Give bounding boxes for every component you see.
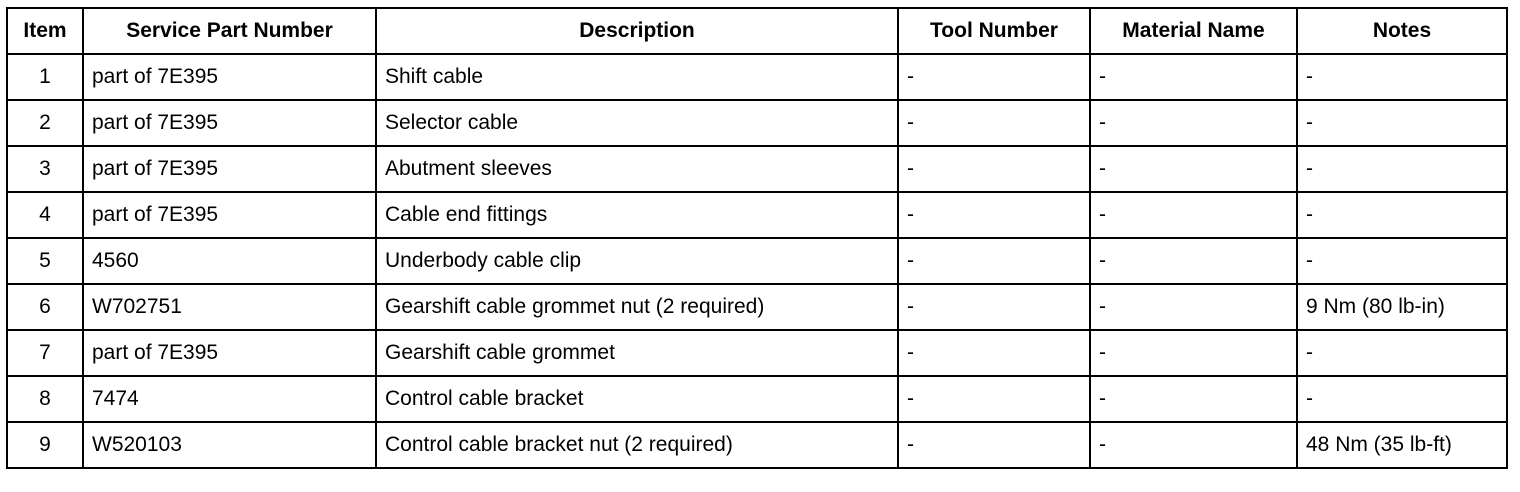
cell-item: 4 — [7, 192, 83, 238]
table-row — [7, 422, 1507, 468]
cell-description: Cable end fittings — [376, 192, 898, 238]
header-description: Description — [376, 8, 898, 54]
cell-tool-number: - — [898, 238, 1090, 284]
header-row — [7, 8, 1507, 54]
cell-part-number: part of 7E395 — [83, 146, 376, 192]
cell-item: 3 — [7, 146, 83, 192]
cell-item: 5 — [7, 238, 83, 284]
table-row — [7, 54, 1507, 100]
cell-item: 2 — [7, 100, 83, 146]
cell-tool-number: - — [898, 376, 1090, 422]
cell-notes: - — [1297, 238, 1507, 284]
header-item: Item — [7, 8, 83, 54]
cell-description: Control cable bracket — [376, 376, 898, 422]
cell-part-number: W702751 — [83, 284, 376, 330]
cell-item: 7 — [7, 330, 83, 376]
cell-tool-number: - — [898, 54, 1090, 100]
parts-table — [6, 7, 1508, 469]
cell-notes: 48 Nm (35 lb-ft) — [1297, 422, 1507, 468]
cell-description: Selector cable — [376, 100, 898, 146]
cell-part-number: W520103 — [83, 422, 376, 468]
cell-notes: 9 Nm (80 lb-in) — [1297, 284, 1507, 330]
parts-table-container — [6, 7, 1508, 469]
cell-part-number: part of 7E395 — [83, 330, 376, 376]
cell-tool-number: - — [898, 192, 1090, 238]
cell-tool-number: - — [898, 330, 1090, 376]
cell-item: 1 — [7, 54, 83, 100]
cell-material-name: - — [1090, 238, 1297, 284]
cell-tool-number: - — [898, 100, 1090, 146]
cell-notes: - — [1297, 376, 1507, 422]
table-row — [7, 330, 1507, 376]
cell-notes: - — [1297, 330, 1507, 376]
cell-description: Control cable bracket nut (2 required) — [376, 422, 898, 468]
cell-tool-number: - — [898, 284, 1090, 330]
cell-part-number: part of 7E395 — [83, 100, 376, 146]
cell-item: 9 — [7, 422, 83, 468]
cell-material-name: - — [1090, 54, 1297, 100]
table-row — [7, 238, 1507, 284]
cell-description: Abutment sleeves — [376, 146, 898, 192]
cell-material-name: - — [1090, 192, 1297, 238]
table-row — [7, 100, 1507, 146]
cell-part-number: 7474 — [83, 376, 376, 422]
table-row — [7, 192, 1507, 238]
cell-material-name: - — [1090, 422, 1297, 468]
cell-notes: - — [1297, 146, 1507, 192]
table-row — [7, 376, 1507, 422]
cell-notes: - — [1297, 192, 1507, 238]
cell-description: Gearshift cable grommet nut (2 required) — [376, 284, 898, 330]
cell-description: Underbody cable clip — [376, 238, 898, 284]
table-row — [7, 284, 1507, 330]
header-service-part-number: Service Part Number — [83, 8, 376, 54]
cell-item: 8 — [7, 376, 83, 422]
header-tool-number: Tool Number — [898, 8, 1090, 54]
cell-notes: - — [1297, 100, 1507, 146]
cell-description: Shift cable — [376, 54, 898, 100]
cell-notes: - — [1297, 54, 1507, 100]
cell-material-name: - — [1090, 330, 1297, 376]
cell-material-name: - — [1090, 146, 1297, 192]
table-row — [7, 146, 1507, 192]
cell-part-number: part of 7E395 — [83, 54, 376, 100]
cell-tool-number: - — [898, 422, 1090, 468]
cell-item: 6 — [7, 284, 83, 330]
cell-material-name: - — [1090, 376, 1297, 422]
header-notes: Notes — [1297, 8, 1507, 54]
cell-description: Gearshift cable grommet — [376, 330, 898, 376]
cell-material-name: - — [1090, 100, 1297, 146]
cell-part-number: 4560 — [83, 238, 376, 284]
cell-material-name: - — [1090, 284, 1297, 330]
header-material-name: Material Name — [1090, 8, 1297, 54]
cell-tool-number: - — [898, 146, 1090, 192]
cell-part-number: part of 7E395 — [83, 192, 376, 238]
